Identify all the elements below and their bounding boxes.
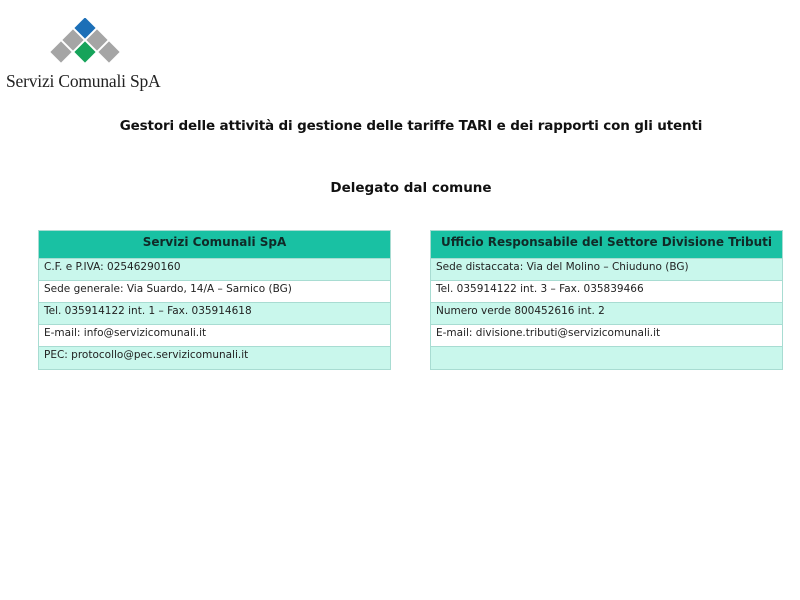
- company-tax-id: C.F. e P.IVA: 02546290160: [39, 259, 390, 281]
- tax-office-email: E-mail: divisione.tributi@servizicomunali.it: [431, 325, 782, 347]
- page-subtitle: Delegato dal comune: [330, 180, 492, 196]
- company-pec: PEC: protocollo@pec.servizicomunali.it: [39, 347, 390, 369]
- tax-office-phone-fax: Tel. 035914122 int. 3 – Fax. 035839466: [431, 281, 782, 303]
- tax-office-empty-row: [431, 347, 782, 369]
- company-email: E-mail: info@servizicomunali.it: [39, 325, 390, 347]
- company-logo: [6, 14, 161, 94]
- tax-office-card: [430, 230, 783, 370]
- company-info-card: [38, 230, 391, 370]
- logo-company-name: Servizi Comunali SpA: [6, 71, 161, 91]
- tax-office-toll-free: Numero verde 800452616 int. 2: [431, 303, 782, 325]
- tax-office-address: Sede distaccata: Via del Molino – Chiuduno (BG): [431, 259, 782, 281]
- tax-office-card-title: Ufficio Responsabile del Settore Divisione Tributi: [431, 231, 782, 259]
- page-title: Gestori delle attività di gestione delle tariffe TARI e dei rapporti con gli utenti: [119, 118, 703, 134]
- diamond-logo-icon: [46, 18, 128, 70]
- company-card-title: Servizi Comunali SpA: [39, 231, 390, 259]
- company-address: Sede generale: Via Suardo, 14/A – Sarnico (BG): [39, 281, 390, 303]
- company-phone-fax: Tel. 035914122 int. 1 – Fax. 035914618: [39, 303, 390, 325]
